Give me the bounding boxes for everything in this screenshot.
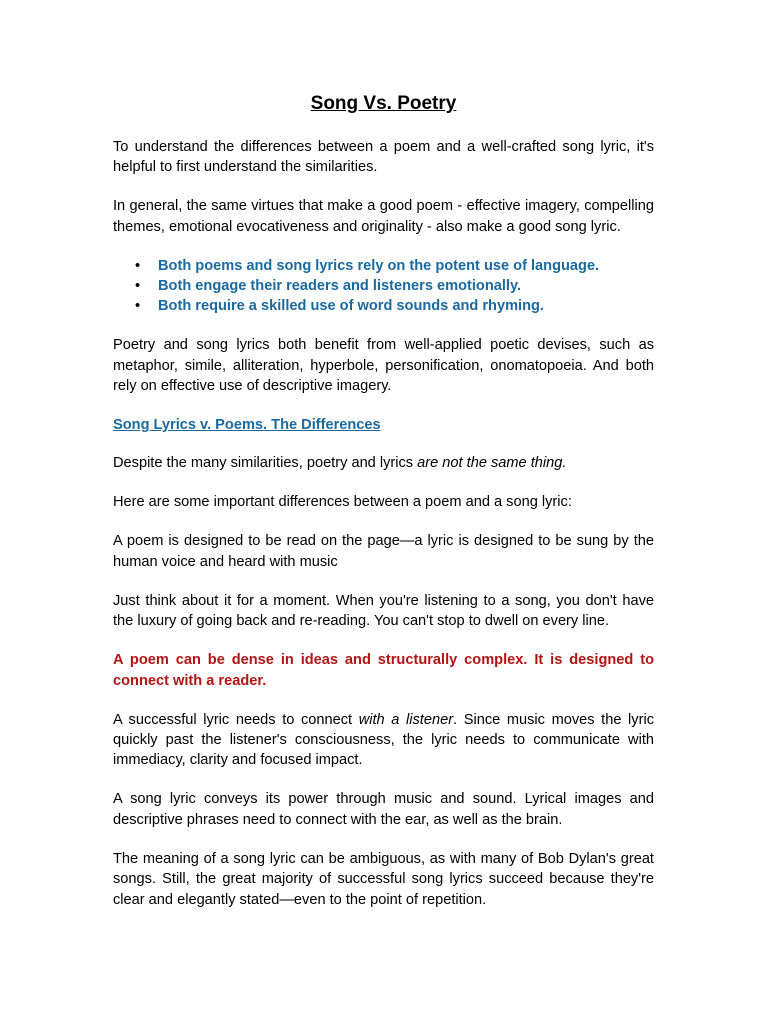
emphasis-text: with a listener (358, 711, 454, 728)
paragraph-successful-lyric (113, 710, 654, 771)
bullet-icon: • (135, 298, 141, 315)
paragraph-text: . Since music moves the lyric quickly past the listener's consciousness, the lyric needs to communicate with immediacy, clarity and focused impact. (113, 711, 654, 769)
bullet-icon: • (135, 278, 141, 295)
paragraph-differences-intro: Here are some important differences between a poem and a song lyric: (113, 494, 572, 511)
paragraph-poetic-devices: Poetry and song lyrics both benefit from well-applied poetic devises, such as metaphor, simile, alliteration, hyperbole, personification, onomatopoeia. And both rely on effective use of descriptive imagery. (113, 337, 654, 395)
paragraph-text: Despite the many similarities, poetry and lyrics (113, 455, 418, 472)
list-item (135, 296, 654, 316)
list-item (135, 256, 654, 276)
paragraph-text: A successful lyric needs to connect (113, 711, 359, 728)
paragraph-power-of-sound: A song lyric conveys its power through music and sound. Lyrical images and descriptive phrases need to connect with the ear, as well as the brain. (113, 791, 654, 828)
document-page (113, 92, 654, 929)
document-title: Song Vs. Poetry (310, 93, 457, 114)
list-item-text: Both poems and song lyrics rely on the potent use of language. (158, 257, 600, 274)
paragraph-virtues: In general, the same virtues that make a good poem - effective imagery, compelling themes, emotional evocativeness and originality - also make a good song lyric. (113, 198, 654, 235)
section-heading-link[interactable]: Song Lyrics v. Poems. The Differences (113, 417, 381, 434)
paragraph-not-same (113, 453, 654, 473)
paragraph-page-vs-voice: A poem is designed to be read on the page—a lyric is designed to be sung by the human voice and heard with music (113, 533, 654, 570)
paragraph-poem-dense: A poem can be dense in ideas and structurally complex. It is designed to connect with a reader. (113, 652, 654, 689)
bullet-icon: • (135, 257, 141, 274)
paragraph-ambiguous-meaning: The meaning of a song lyric can be ambiguous, as with many of Bob Dylan's great songs. Still, the great majority of successful song lyrics succeed because they're clear and elegantly stated—even to the point of repetition. (113, 850, 654, 908)
paragraph-intro: To understand the differences between a poem and a well-crafted song lyric, it's helpful to first understand the similarities. (113, 139, 654, 176)
similarities-list (113, 256, 654, 317)
list-item-text: Both engage their readers and listeners emotionally. (158, 278, 522, 295)
list-item (135, 276, 654, 296)
emphasis-text: are not the same thing. (417, 455, 567, 472)
paragraph-think-about-it: Just think about it for a moment. When you're listening to a song, you don't have the luxury of going back and re-reading. You can't stop to dwell on every line. (113, 592, 654, 630)
list-item-text: Both require a skilled use of word sounds and rhyming. (158, 298, 544, 315)
